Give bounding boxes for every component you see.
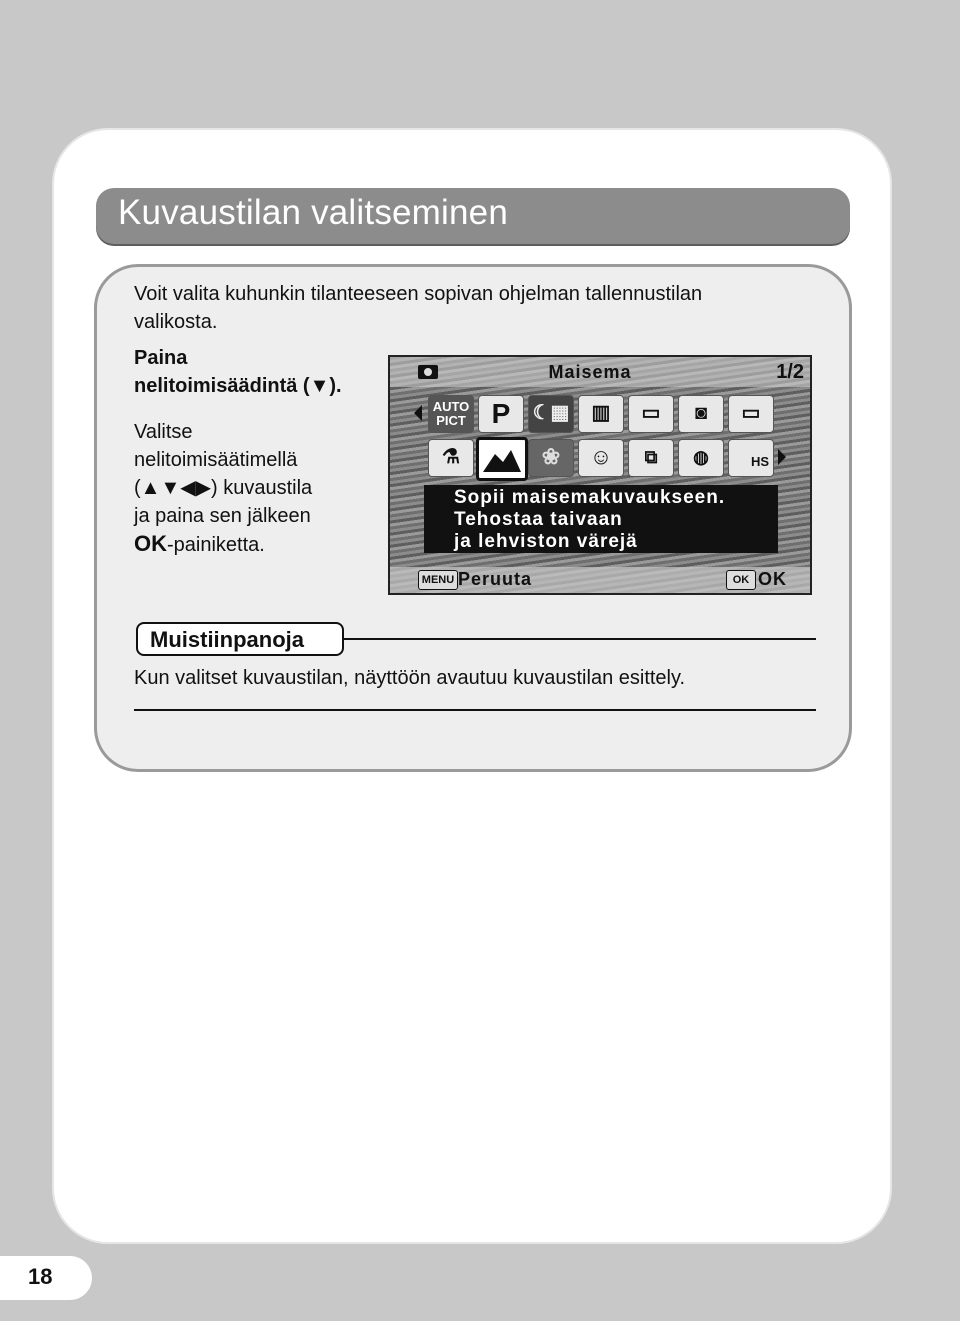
screen-page-indicator: 1/2: [776, 361, 804, 383]
screen-mode-title: Maisema: [548, 362, 632, 382]
memo-divider-bottom: [134, 709, 816, 711]
screen-footer: [390, 567, 810, 593]
hs-label: HS: [750, 454, 769, 469]
underwater-movie-icon[interactable]: ▭: [728, 395, 774, 433]
underwater-icon[interactable]: ◙: [678, 395, 724, 433]
left-arrow-icon[interactable]: [414, 405, 422, 421]
memo-divider-top: [344, 638, 816, 640]
ok-key-icon[interactable]: OK: [726, 570, 756, 590]
step-2-line-1: Valitse: [134, 421, 193, 443]
interval-movie-icon[interactable]: ◍: [678, 439, 724, 477]
high-speed-movie-icon[interactable]: [728, 439, 774, 477]
portrait-icon[interactable]: ☺: [578, 439, 624, 477]
step-2: [134, 418, 312, 559]
mountain-icon: [479, 440, 525, 478]
section-title-bar: [96, 188, 850, 244]
mode-description-line-2: Tehostaa taivaan: [454, 509, 623, 530]
page-number-tab: [0, 1256, 92, 1300]
section-title: Kuvaustilan valitseminen: [118, 193, 509, 232]
right-arrow-icon[interactable]: [778, 449, 786, 465]
mode-description: [424, 485, 778, 553]
step-1: [134, 344, 342, 400]
step-2-line-2: nelitoimisäätimellä: [134, 449, 298, 471]
step-1-line-1: Paina: [134, 347, 188, 369]
digital-microscope-icon[interactable]: ⚗: [428, 439, 474, 477]
intro-line-1: Voit valita kuhunkin tilanteeseen sopivan ohjelman tallennustilan: [134, 283, 703, 305]
memo-label: Muistiinpanoja: [150, 627, 304, 652]
page-number: 18: [28, 1264, 53, 1289]
night-scene-icon[interactable]: ☾▦: [528, 395, 574, 433]
step-2-line-5-text: -painiketta.: [167, 534, 265, 556]
camera-screen: [388, 355, 812, 595]
intro-line-2: valikosta.: [134, 311, 218, 333]
ok-button-label: OK: [134, 531, 167, 556]
self-portrait-icon[interactable]: ⧉: [628, 439, 674, 477]
screen-header: [390, 357, 810, 387]
step-1-line-2: nelitoimisäädintä (▼).: [134, 375, 342, 397]
auto-pict-mode-icon[interactable]: [428, 395, 474, 433]
ok-label[interactable]: OK: [758, 569, 787, 589]
night-scene-portrait-icon[interactable]: ▥: [578, 395, 624, 433]
cancel-label[interactable]: Peruuta: [458, 569, 533, 589]
auto-pict-line-1: AUTO: [432, 399, 470, 414]
memo-label-box: [136, 622, 344, 656]
program-mode-icon[interactable]: P: [478, 395, 524, 433]
mode-description-line-1: Sopii maisemakuvaukseen.: [454, 487, 726, 508]
landscape-mode-icon[interactable]: [476, 437, 528, 481]
step-2-line-3: (▲▼◀▶) kuvaustila: [134, 477, 313, 499]
mode-description-line-3: ja lehviston värejä: [454, 531, 638, 552]
step-2-line-4: ja paina sen jälkeen: [134, 505, 311, 527]
auto-pict-line-2: PICT: [436, 413, 466, 428]
menu-key-icon[interactable]: MENU: [418, 570, 458, 590]
movie-icon[interactable]: ▭: [628, 395, 674, 433]
memo-text: Kun valitset kuvaustilan, näyttöön avautuu kuvaustilan esittely.: [134, 667, 686, 689]
step-2-line-5: [134, 530, 312, 559]
flower-icon[interactable]: ❀: [528, 439, 574, 477]
intro-text: [134, 280, 702, 336]
